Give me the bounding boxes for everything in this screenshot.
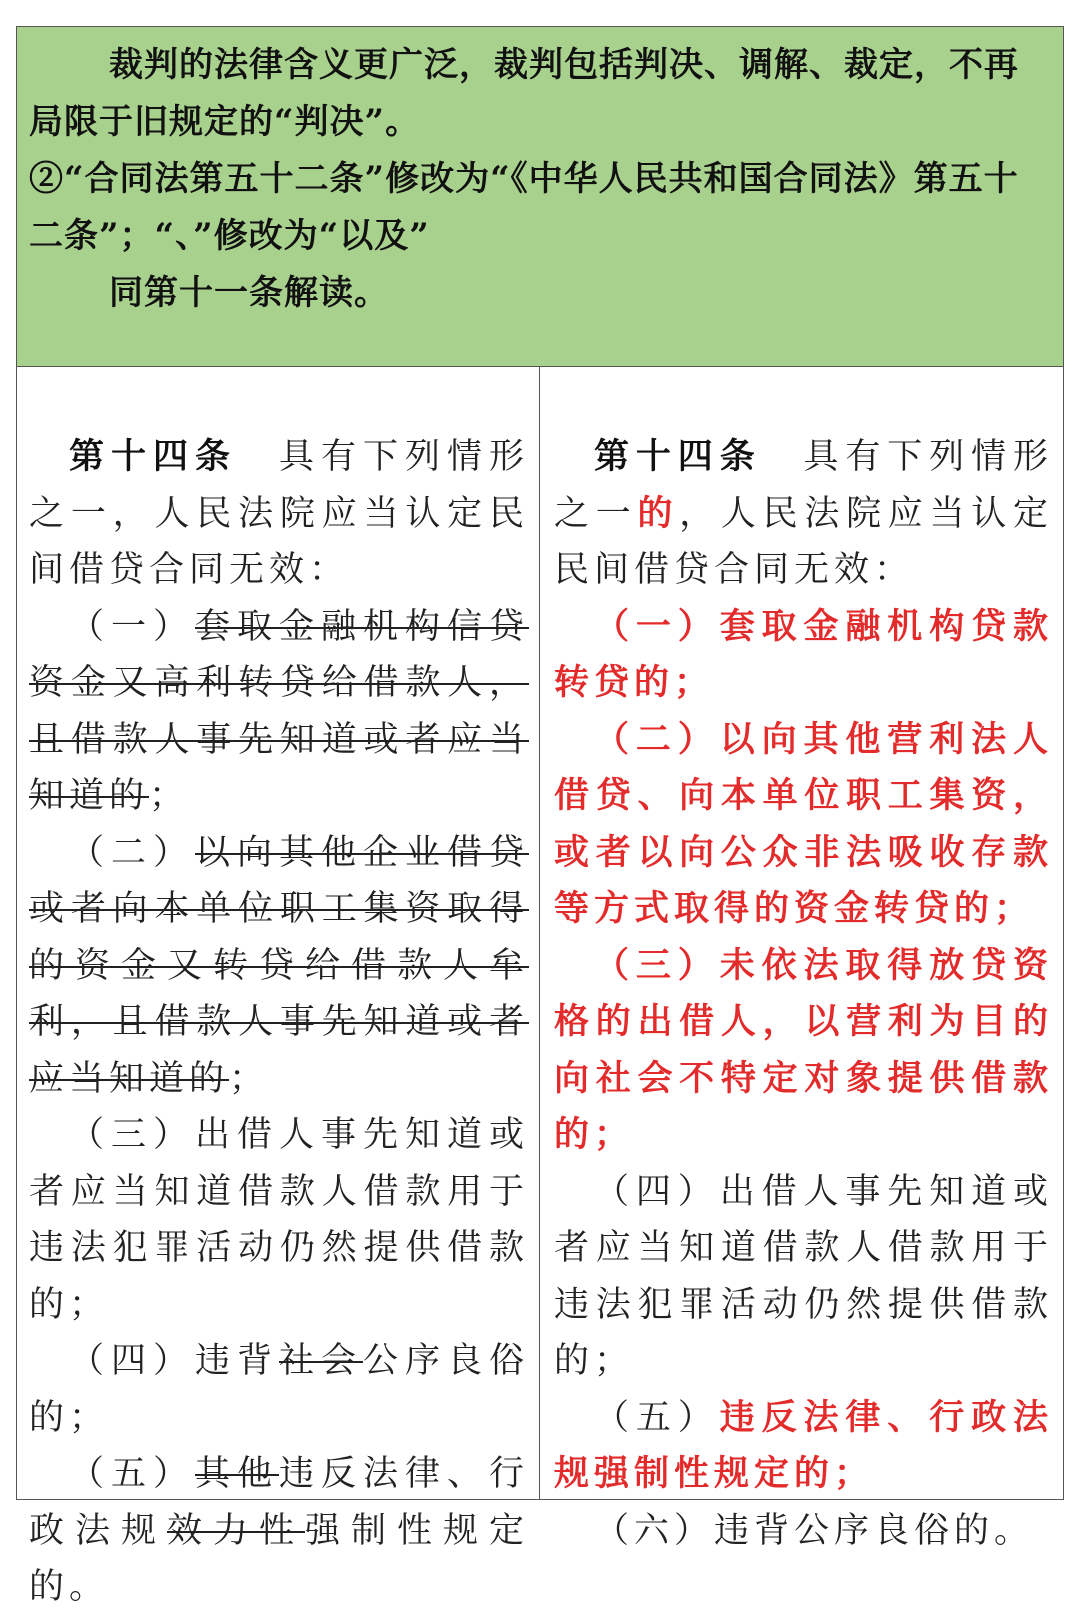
old-item-2-deleted: 以向其他企业借贷或者向本单位职工集资取得的资金又转贷给借款人牟利，且借款人事先知道或者应当知道的 [29, 832, 529, 1099]
old-item-4-text-b: 公序良俗的； [29, 1341, 529, 1438]
old-provision-column [17, 367, 540, 1607]
old-item-2 [29, 825, 529, 1108]
new-item-5-number: （五） [594, 1397, 720, 1438]
old-item-5-text-b: 强制性规定的。 [29, 1510, 529, 1607]
old-item-3: （三）出借人事先知道或者应当知道借款人借款用于违法犯罪活动仍然提供借款的； [29, 1115, 529, 1325]
old-item-4 [29, 1333, 529, 1446]
interpretation-box [17, 27, 1063, 367]
old-item-4-text-a: （四）违背 [69, 1341, 279, 1381]
new-item-5 [554, 1390, 1053, 1503]
new-item-1: （一）套取金融机构贷款转贷的； [554, 605, 1053, 703]
old-article-intro [29, 429, 529, 599]
old-item-5-deleted-2: 效力性 [167, 1510, 305, 1551]
new-item-3: （三）未依法取得放贷资格的出借人，以营利为目的向社会不特定对象提供借款的； [554, 944, 1053, 1155]
new-intro-text-b: ，人民法院应当认定民间借贷合同无效： [554, 493, 1053, 590]
old-item-5-number: （五） [69, 1454, 195, 1494]
old-intro-text: 具有下列情形之一，人民法院应当认定民间借贷合同无效： [29, 437, 529, 590]
new-item-2: （二）以向其他营利法人借贷、向本单位职工集资，或者以向公众非法吸收存款等方式取得的资金转贷的； [554, 718, 1053, 929]
new-article-intro [554, 429, 1053, 599]
new-item-5-text: 违反法律、行政法规强制性规定的； [554, 1396, 1053, 1494]
old-item-1 [29, 599, 529, 825]
new-article-number: 第十四条 [594, 436, 762, 477]
new-intro-added: 的 [637, 492, 680, 534]
comparison-table [16, 26, 1064, 1607]
old-item-1-number: （一） [69, 606, 195, 647]
old-item-4-deleted: 社会 [278, 1341, 363, 1381]
old-item-5-deleted-1: 其他 [195, 1454, 279, 1494]
old-item-2-number: （二） [69, 832, 195, 873]
interpretation-line-3: 同第十一条解读。 [109, 273, 389, 313]
new-intro-text-a: 具有下列情形之一 [554, 437, 1053, 534]
new-item-6: （六）违背公序良俗的。 [594, 1510, 1035, 1551]
old-item-1-deleted: 套取金融机构信贷资金又高利转贷给借款人，且借款人事先知道或者应当知道的 [29, 606, 529, 816]
old-item-1-end: ； [149, 776, 190, 816]
new-provision-column [540, 367, 1063, 1551]
old-item-2-end: ； [229, 1058, 270, 1099]
old-item-5-text-a: 违反法律、行政法规 [29, 1454, 529, 1551]
interpretation-line-2: ②“合同法第五十二条”修改为“《中华人民共和国合同法》第五十二条”；“、”修改为“以及” [29, 159, 1019, 256]
interpretation-line-1: 裁判的法律含义更广泛，裁判包括判决、调解、裁定，不再局限于旧规定的“判决”。 [29, 45, 1019, 142]
new-item-4: （四）出借人事先知道或者应当知道借款人借款用于违法犯罪活动仍然提供借款的； [554, 1171, 1053, 1381]
old-article-number: 第十四条 [69, 436, 237, 477]
old-item-5 [29, 1446, 529, 1616]
